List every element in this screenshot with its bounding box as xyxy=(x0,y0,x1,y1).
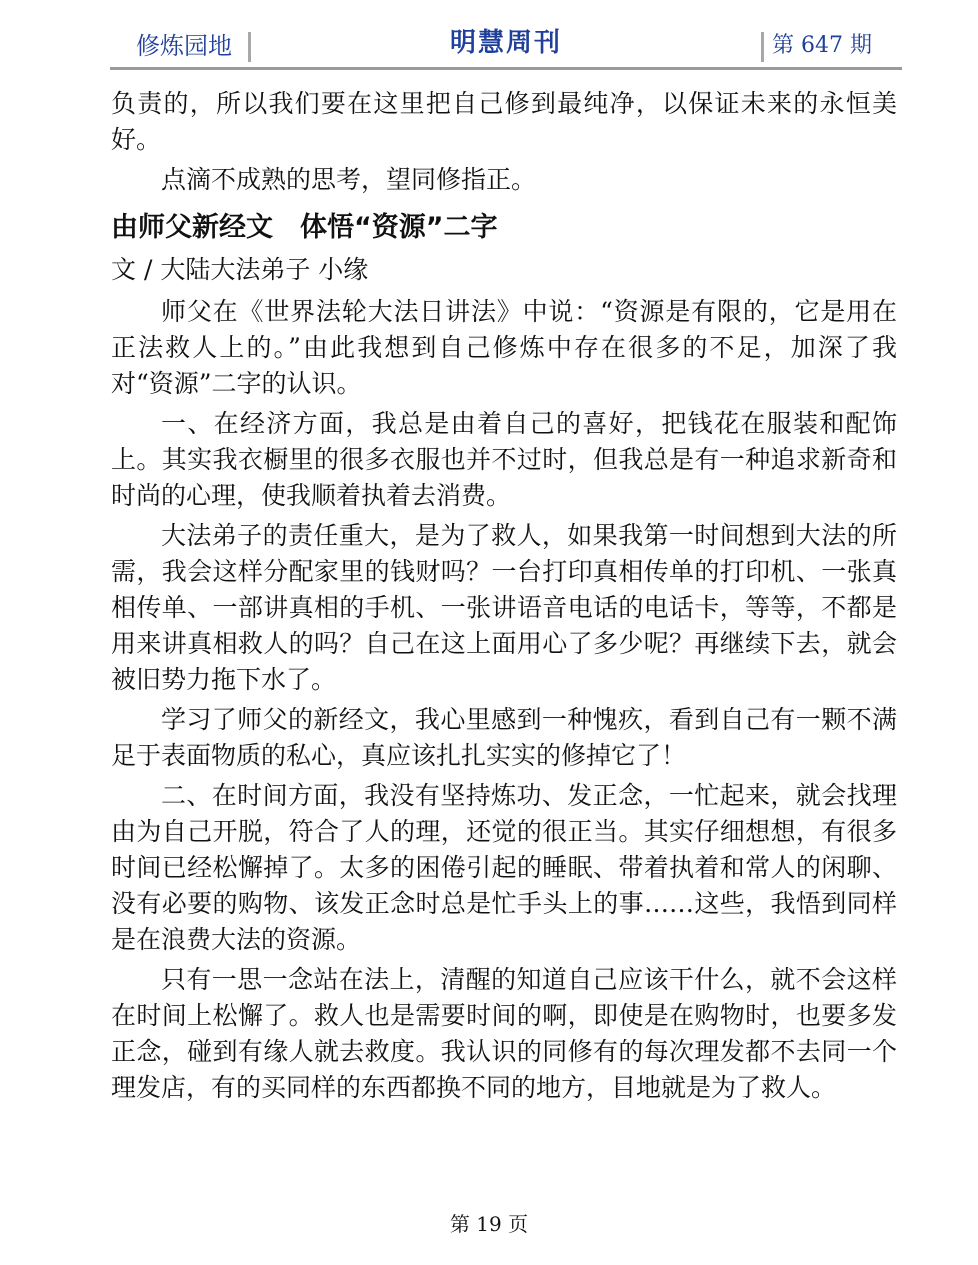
article-title: 由师父新经文 体悟“资源”二字 xyxy=(111,212,498,243)
closing-paragraph: 点滴不成熟的思考，望同修指正。 xyxy=(161,165,537,194)
header-divider xyxy=(761,32,764,62)
page-number: 第 19 页 xyxy=(449,1212,529,1236)
article-paragraph: 学习了师父的新经文，我心里感到一种愧疚，看到自己有一颗不满足于表面物质的私心，真应该扎扎实实的修掉它了！ xyxy=(111,705,897,770)
article-paragraph: 只有一思一念站在法上，清醒的知道自己应该干什么，就不会这样在时间上松懈了。救人也是需要时间的啊，即使是在购物时，也要多发正念，碰到有缘人就去救度。我认识的同修有的每次理发都不去同一个理发店，有的买同样的东西都换不同的地方，目地就是为了救人。 xyxy=(111,965,897,1102)
section-name: 修炼园地 xyxy=(136,32,232,60)
continued-paragraph: 负责的，所以我们要在这里把自己修到最纯净，以保证未来的永恒美好。 xyxy=(111,89,897,154)
issue-number: 第 647 期 xyxy=(772,33,872,58)
article-paragraph: 大法弟子的责任重大，是为了救人，如果我第一时间想到大法的所需，我会这样分配家里的钱财吗？一台打印真相传单的打印机、一张真相传单、一部讲真相的手机、一张讲语音电话的电话卡，等等，不都是用来讲真相救人的吗？自己在这上面用心了多少呢？再继续下去，就会被旧势力拖下水了。 xyxy=(111,521,897,694)
page-header xyxy=(110,28,902,68)
article-paragraph: 师父在《世界法轮大法日讲法》中说：“资源是有限的，它是用在正法救人上的。”由此我想到自己修炼中存在很多的不足，加深了我对“资源”二字的认识。 xyxy=(111,297,897,398)
page-content xyxy=(111,86,897,1110)
article-byline: 文 / 大陆大法弟子 小缘 xyxy=(111,255,369,284)
article-paragraph: 二、在时间方面，我没有坚持炼功、发正念，一忙起来，就会找理由为自己开脱，符合了人的理，还觉的很正当。其实仔细想想，有很多时间已经松懈掉了。太多的困倦引起的睡眠、带着执着和常人的闲聊、没有必要的购物、该发正念时总是忙手头上的事……这些，我悟到同样是在浪费大法的资源。 xyxy=(111,781,897,954)
header-rule xyxy=(110,67,902,70)
article-paragraph: 一、在经济方面，我总是由着自己的喜好，把钱花在服装和配饰上。其实我衣橱里的很多衣服也并不过时，但我总是有一种追求新奇和时尚的心理，使我顺着执着去消费。 xyxy=(111,409,897,510)
publication-title: 明慧周刊 xyxy=(449,28,562,58)
